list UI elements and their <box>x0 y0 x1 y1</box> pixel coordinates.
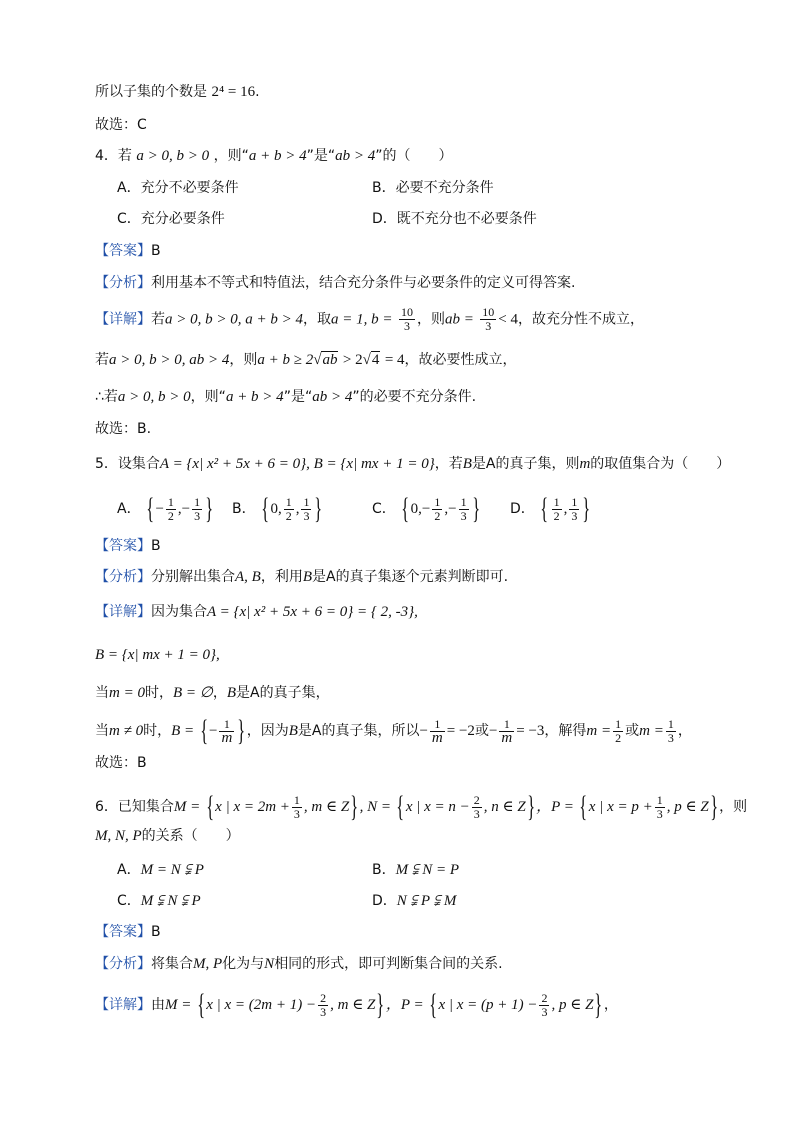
math: M ⫋ N = P <box>395 862 459 878</box>
text: ”是“ <box>306 148 336 164</box>
fraction <box>284 496 294 523</box>
text: ，故充分性不成立， <box>518 311 644 328</box>
text: A <box>485 456 496 472</box>
detail-tag: 【详解】 <box>95 311 151 328</box>
numerator: 1 <box>167 494 174 509</box>
text: 所以子集的个数是 <box>95 84 207 100</box>
math: , p ∈ Z <box>666 799 709 815</box>
text: ， <box>212 685 227 701</box>
math: N <box>264 956 275 972</box>
option-label: D． <box>510 501 535 517</box>
fraction <box>499 718 514 745</box>
math: 0 <box>410 501 419 517</box>
math: a > 0, b > 0, ab > 4 <box>109 352 230 368</box>
q6-option-d[interactable] <box>372 891 456 911</box>
numerator: 1 <box>219 718 234 732</box>
math: m ≠ 0 <box>109 723 144 739</box>
math: B <box>462 456 472 472</box>
sqrt-arg: ab <box>322 352 338 368</box>
math: = −2 <box>446 723 475 739</box>
text: 相同的形式，即可判断集合间的关系. <box>274 956 503 972</box>
math: B <box>302 569 312 585</box>
math: a = 1, b = <box>331 311 393 328</box>
math: = 4 <box>384 352 405 368</box>
math: ，P = <box>536 799 574 815</box>
math: a + b > 4 <box>248 148 307 164</box>
text: ，利用 <box>260 569 303 585</box>
math: 2⁴ = 16 <box>211 84 256 100</box>
denominator: 3 <box>303 508 310 523</box>
text: ”的（ ） <box>375 148 453 164</box>
fraction <box>432 496 442 523</box>
fraction <box>166 496 176 523</box>
numerator: 1 <box>460 494 467 509</box>
option-label: A． <box>117 501 141 517</box>
prev-choice: 故选：C <box>95 117 147 133</box>
text: ，则 <box>416 311 445 328</box>
q4-option-b[interactable]: B．必要不充分条件 <box>372 180 494 196</box>
text: ，解得 <box>544 723 587 739</box>
denominator: 2 <box>553 508 560 523</box>
math: B = <box>171 723 195 739</box>
analysis-tag: 【分析】 <box>95 275 151 291</box>
text: 的真子集逐个元素判断即可. <box>335 569 509 585</box>
answer-value: B <box>151 924 161 940</box>
q5-analysis <box>95 567 508 587</box>
fraction <box>480 306 496 333</box>
answer-tag: 【答案】 <box>95 243 151 259</box>
math: M ⫋ N ⫋ P <box>140 893 201 909</box>
text: ，则 <box>719 799 748 815</box>
fraction <box>552 496 562 523</box>
denominator: 2 <box>285 508 292 523</box>
q5-stem <box>95 454 730 474</box>
math: a + b > 4 <box>225 389 284 405</box>
text: ，取 <box>303 311 331 328</box>
text: 或 <box>625 723 640 739</box>
text: ”是“ <box>283 389 313 405</box>
denominator: 2 <box>434 508 441 523</box>
q6-stem-line2 <box>95 826 240 846</box>
text: 的真子集， <box>259 685 330 701</box>
text: 是 <box>471 456 486 472</box>
numerator: 1 <box>499 718 514 732</box>
math: ab > 4 <box>335 148 376 164</box>
text: ，因为 <box>246 723 289 739</box>
q4-detail-line3 <box>95 387 476 407</box>
text: 因为集合 <box>151 604 207 620</box>
q4-option-c[interactable]: C．充分必要条件 <box>117 211 225 227</box>
q4-number: 4．若 <box>95 148 132 164</box>
text: 或 <box>474 723 489 739</box>
math: x | x = n − <box>405 799 470 815</box>
math: B = {x| mx + 1 = 0}, <box>95 647 220 663</box>
math: x | x = 2m + <box>215 799 290 815</box>
text: ，则“ <box>190 389 226 405</box>
q4-answer <box>95 241 161 261</box>
detail-tag: 【详解】 <box>95 604 151 620</box>
fraction: $\frac{2}{3}$ <box>473 792 480 821</box>
math: A, B <box>235 569 261 585</box>
q6-option-c[interactable] <box>117 891 201 911</box>
numerator: 1 <box>194 494 201 509</box>
denominator: 3 <box>485 319 492 333</box>
text: ， <box>677 723 692 739</box>
math: , N = <box>359 799 391 815</box>
denominator: m <box>501 729 513 746</box>
math: M = <box>173 799 201 815</box>
q4-stem <box>95 146 453 166</box>
text: ，则 <box>229 352 258 368</box>
fraction <box>301 496 311 523</box>
math: , n ∈ Z <box>483 799 526 815</box>
numerator: 1 <box>430 718 445 732</box>
q5-detail-line1 <box>95 602 418 622</box>
q5-option-c[interactable]: C． {0,− $\frac{1}{2}$ ,− $\frac{1}{3}$ } <box>372 492 480 525</box>
numerator: 1 <box>434 494 441 509</box>
q5-choice: 故选：B <box>95 755 147 771</box>
fraction: $\frac{2}{3}$ <box>541 990 548 1019</box>
denominator: 2 <box>167 508 174 523</box>
text: 的真子集，所以 <box>321 723 420 739</box>
q4-option-d[interactable]: D．既不充分也不必要条件 <box>372 211 537 227</box>
q6-stem-line1: 6．已知集合M = {x | x = 2m + $\frac{1}{3}$ , m ∈ Z}, N = {x | x = n − $\frac{2}{3}$ , n ∈ Z}，P = {x | x = p + $\frac{1}{3}$ , p ∈ Z}，则 <box>95 790 748 823</box>
math: x | x = p + <box>588 799 653 815</box>
option-label: B． <box>232 501 256 517</box>
math: B = ∅ <box>172 685 213 701</box>
analysis-text: 利用基本不等式和特值法，结合充分条件与必要条件的定义可得答案. <box>151 275 576 291</box>
numerator: 1 <box>667 716 674 731</box>
answer-value: B <box>151 538 161 554</box>
math: , p ∈ Z <box>551 997 594 1013</box>
q5-option-a[interactable]: A． {− $\frac{1}{2}$ ,− $\frac{1}{3}$ } <box>117 492 214 525</box>
math: m = <box>586 723 612 739</box>
math: 0 <box>270 501 278 517</box>
text: A <box>250 685 260 701</box>
q4-analysis <box>95 273 575 293</box>
fraction: $\frac{1}{3}$ <box>293 792 300 821</box>
denominator: 3 <box>571 508 578 523</box>
math: , m ∈ Z <box>330 997 376 1013</box>
option-label: A． <box>117 862 141 878</box>
q6-answer <box>95 922 161 942</box>
sqrt-arg: 4 <box>371 352 380 368</box>
text: 的真子集，则 <box>495 456 580 472</box>
q5-detail-line3 <box>95 683 330 703</box>
text: ，若 <box>434 456 463 472</box>
text: 时， <box>143 723 172 739</box>
text: 当 <box>95 685 109 701</box>
text: A <box>311 723 322 739</box>
denominator: 3 <box>194 508 201 523</box>
math: B <box>288 723 298 739</box>
answer-tag: 【答案】 <box>95 538 151 554</box>
fraction <box>219 718 234 745</box>
math: x | x = (p + 1) − <box>438 997 538 1013</box>
q5-detail-line4: 当m ≠ 0时，B = {− $\frac{1}{m}$ }，因为B是A的真子集，所以− $\frac{1}{m}$ = −2或− $\frac{1}{m}$ = −3，解得m = $\frac{1}{2}$ 或m = $\frac{1}{3}$ ， <box>95 714 692 747</box>
math: A = {x| x² + 5x + 6 = 0} = { 2, -3}, <box>207 604 418 620</box>
math: < 4 <box>498 311 518 328</box>
detail-tag: 【详解】 <box>95 997 151 1013</box>
q4-choice: 故选：B. <box>95 421 152 437</box>
fraction <box>399 306 415 333</box>
denominator: 3 <box>403 319 410 333</box>
q6-analysis <box>95 954 503 974</box>
text: 若 <box>151 311 165 328</box>
text: ，故必要性成立， <box>404 352 517 368</box>
numerator: 1 <box>615 716 622 731</box>
math: a + b ≥ 2 <box>257 352 314 368</box>
q6-option-a[interactable] <box>117 860 204 880</box>
fraction: $\frac{2}{3}$ <box>320 990 327 1019</box>
numerator: 1 <box>553 494 560 509</box>
q4-detail-line2: 若a > 0, b > 0, ab > 4，则a + b ≥ 2√ab > 2√4 = 4，故必要性成立， <box>95 352 517 368</box>
option-label: D． <box>372 893 397 909</box>
fraction <box>666 718 676 745</box>
text: 是 <box>312 569 326 585</box>
q6-detail-line1: 【详解】由M = {x | x = (2m + 1) − $\frac{2}{3}$ , m ∈ Z}，P = {x | x = (p + 1) − $\frac{2}{3}$ , p ∈ Z}， <box>95 988 618 1021</box>
math: M, N, P <box>95 828 142 844</box>
fraction <box>613 718 623 745</box>
q5-answer <box>95 536 161 556</box>
fraction <box>430 718 445 745</box>
analysis-tag: 【分析】 <box>95 956 151 972</box>
q4-option-a[interactable]: A．充分不必要条件 <box>117 180 239 196</box>
denominator: 2 <box>615 730 622 745</box>
text: ，则“ <box>213 148 249 164</box>
math: ，P = <box>385 997 424 1013</box>
q6-option-b[interactable] <box>372 860 459 880</box>
option-label: B． <box>372 862 396 878</box>
text: ”的必要不充分条件. <box>352 389 477 405</box>
math: , m ∈ Z <box>303 799 350 815</box>
text: 由 <box>151 997 165 1013</box>
text: ， <box>603 997 618 1013</box>
analysis-tag: 【分析】 <box>95 569 151 585</box>
denominator: 3 <box>667 730 674 745</box>
math: x | x = (2m + 1) − <box>206 997 317 1013</box>
math: > 2 <box>342 352 363 368</box>
q4-detail-line1 <box>95 306 644 333</box>
text: 时， <box>144 685 173 701</box>
q5-number: 5．设集合 <box>95 456 160 472</box>
q5-detail-line2 <box>95 645 220 665</box>
text: 分别解出集合 <box>151 569 235 585</box>
math: a > 0, b > 0 <box>136 148 210 164</box>
q5-option-d[interactable]: D． { $\frac{1}{2}$ , $\frac{1}{3}$ } <box>510 492 591 525</box>
fraction: $\frac{1}{3}$ <box>656 792 663 821</box>
math: B <box>226 685 236 701</box>
text: 将集合 <box>151 956 193 972</box>
numerator: 10 <box>482 305 495 319</box>
numerator: 10 <box>400 305 413 319</box>
q5-option-b[interactable]: B． {0, $\frac{1}{2}$ , $\frac{1}{3}$ } <box>232 492 323 525</box>
fraction <box>459 496 469 523</box>
answer-value: B <box>151 243 161 259</box>
text: 是 <box>297 723 312 739</box>
math: m <box>579 456 591 472</box>
text: 化为与 <box>222 956 265 972</box>
text: 若 <box>95 352 109 368</box>
text: 的取值集合为（ ） <box>590 456 731 472</box>
numerator: 1 <box>571 494 578 509</box>
math: a > 0, b > 0, a + b > 4 <box>165 311 303 328</box>
text: 的关系（ ） <box>141 828 240 844</box>
math: A = {x| x² + 5x + 6 = 0}, B = {x| mx + 1 = 0} <box>159 456 435 472</box>
denominator: m <box>431 729 443 746</box>
math: a > 0, b > 0 <box>117 389 191 405</box>
math: M, P <box>193 956 223 972</box>
answer-tag: 【答案】 <box>95 924 151 940</box>
prev-subset-line: 所以子集的个数是 2⁴ = 16. <box>95 84 260 100</box>
text: 当 <box>95 723 109 739</box>
denominator: m <box>221 729 233 746</box>
q6-number: 6．已知集合 <box>95 799 174 815</box>
fraction <box>192 496 202 523</box>
fraction <box>569 496 579 523</box>
denominator: 3 <box>460 508 467 523</box>
option-label: C． <box>117 893 141 909</box>
text: 是 <box>236 685 250 701</box>
text: ∴若 <box>95 389 118 405</box>
math: m = <box>639 723 664 739</box>
math: ab > 4 <box>312 389 353 405</box>
math: M = N ⫋ P <box>140 862 204 878</box>
text: A <box>326 569 336 585</box>
numerator: 1 <box>285 494 292 509</box>
numerator: 1 <box>303 494 310 509</box>
math: ab = <box>444 311 474 328</box>
math: m = 0 <box>109 685 145 701</box>
option-label: C． <box>372 501 396 517</box>
math: = −3 <box>516 723 545 739</box>
math: N ⫋ P ⫋ M <box>396 893 457 909</box>
math: M = <box>165 997 192 1013</box>
